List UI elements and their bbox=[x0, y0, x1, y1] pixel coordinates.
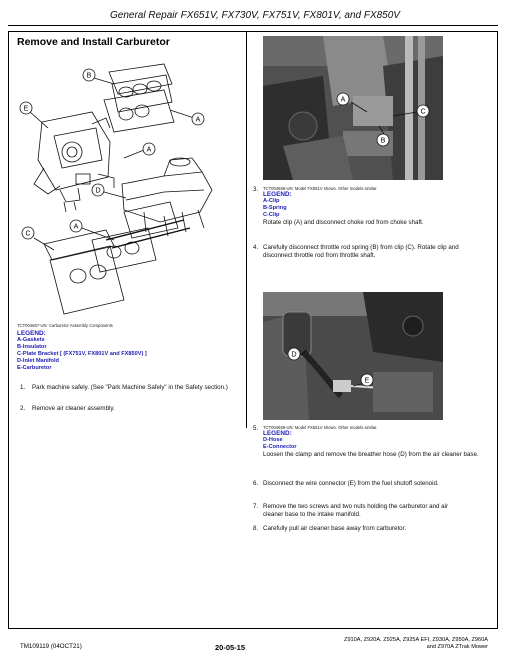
svg-text:E: E bbox=[23, 105, 29, 113]
callout-a-top bbox=[192, 113, 204, 125]
figure2-caption: TCT004658-UN: Model FX651V shown. Other models similar. bbox=[263, 186, 378, 191]
figure1-legend bbox=[17, 330, 147, 372]
footer-page-number: 20-05-15 bbox=[215, 643, 246, 652]
step-number: 1. bbox=[20, 384, 26, 391]
legend-title: LEGEND: bbox=[17, 330, 46, 337]
step-text: Park machine safely. (See "Park Machine Safely" in the Safety section.) bbox=[32, 384, 228, 391]
step-text: Remove the two screws and two nuts holding the carburetor and air cleaner base to the intake manifold. bbox=[263, 503, 449, 518]
carburetor-drawing bbox=[34, 112, 114, 212]
insulator-drawing bbox=[104, 64, 174, 132]
callout-b bbox=[377, 134, 389, 146]
plate-bracket-drawing bbox=[44, 202, 178, 314]
step-text: Carefully disconnect throttle rod spring (B) from clip (C). Rotate clip and disconnect throttle rod from throttle shaft. bbox=[263, 244, 459, 259]
callout-a-mid bbox=[143, 143, 155, 155]
callout-a-low bbox=[70, 220, 82, 232]
breather-hose-photo bbox=[263, 292, 443, 420]
svg-text:B: B bbox=[86, 72, 92, 80]
figure3-caption: TCT004659-UN: Model FX651V shown. Other models similar. bbox=[263, 425, 378, 430]
step-number: 7. bbox=[253, 503, 259, 510]
step-6 bbox=[253, 480, 468, 488]
footer-models-line: and Z970A ZTrak Mower bbox=[426, 644, 488, 650]
legend-item: A-Gaskets bbox=[17, 337, 45, 343]
legend-item: B-Insulator bbox=[17, 344, 47, 350]
legend-item: D-Hose bbox=[263, 437, 283, 443]
legend-item: E-Carburetor bbox=[17, 365, 52, 371]
svg-text:E: E bbox=[364, 377, 370, 385]
footer-doc-id: TM109119 (04OCT21) bbox=[20, 643, 82, 650]
callouts bbox=[20, 69, 204, 239]
callout-d bbox=[92, 184, 104, 196]
legend-title: LEGEND: bbox=[263, 191, 292, 198]
step-1 bbox=[20, 384, 240, 392]
callout-c bbox=[22, 227, 34, 239]
step-number: 8. bbox=[253, 525, 259, 532]
footer-models bbox=[272, 637, 488, 651]
carburetor-exploded-diagram bbox=[14, 62, 240, 318]
running-header: General Repair FX651V, FX730V, FX751V, FX801V, and FX850V bbox=[110, 10, 400, 21]
step-3 bbox=[253, 186, 488, 227]
callout-e bbox=[361, 374, 373, 386]
step-5 bbox=[253, 425, 488, 459]
callout-a bbox=[337, 93, 349, 105]
step-text: Disconnect the wire connector (E) from the fuel shutoff solenoid. bbox=[263, 480, 439, 487]
svg-text:A: A bbox=[146, 146, 152, 154]
figure1-caption: TCT004657-UN: Carburetor Assembly Components bbox=[17, 323, 113, 328]
section-title: Remove and Install Carburetor bbox=[17, 36, 170, 48]
choke-throttle-photo bbox=[263, 36, 443, 180]
legend-item: A-Clip bbox=[263, 198, 280, 204]
header-rule bbox=[8, 25, 498, 26]
svg-text:C: C bbox=[420, 108, 426, 116]
step-number: 3. bbox=[253, 186, 259, 193]
callout-e bbox=[20, 102, 32, 114]
column-divider bbox=[246, 32, 247, 428]
step-number: 4. bbox=[253, 244, 259, 251]
legend-item: C-Plate Bracket [ (FX751V, FX801V and FX850V) ] bbox=[17, 351, 147, 357]
callout-c bbox=[417, 105, 429, 117]
legend-item: E-Connector bbox=[263, 444, 297, 450]
svg-text:A: A bbox=[195, 116, 201, 124]
step-number: 6. bbox=[253, 480, 259, 487]
step-number: 2. bbox=[20, 405, 26, 412]
footer-models-line: Z910A, Z920A, Z925A, Z925A EFI, Z930A, Z950A, Z960A bbox=[344, 637, 488, 643]
step-8 bbox=[253, 525, 468, 533]
legend-item: C-Clip bbox=[263, 212, 280, 218]
svg-text:B: B bbox=[380, 137, 386, 145]
step-7 bbox=[253, 503, 468, 519]
step-text: Carefully pull air cleaner base away from carburetor. bbox=[263, 525, 407, 532]
svg-text:A: A bbox=[73, 223, 79, 231]
step-text: Rotate clip (A) and disconnect choke rod from choke shaft. bbox=[263, 219, 424, 226]
step-text: Remove air cleaner assembly. bbox=[32, 405, 115, 412]
svg-text:D: D bbox=[291, 351, 297, 359]
callout-d bbox=[288, 348, 300, 360]
step-text: Loosen the clamp and remove the breather hose (D) from the air cleaner base. bbox=[263, 451, 479, 458]
svg-text:A: A bbox=[340, 96, 346, 104]
step-number: 5. bbox=[253, 425, 259, 432]
svg-text:D: D bbox=[95, 187, 101, 195]
callout-b bbox=[83, 69, 95, 81]
step-2 bbox=[20, 405, 240, 413]
svg-text:C: C bbox=[25, 230, 31, 238]
legend-item: D-Inlet Manifold bbox=[17, 358, 59, 364]
legend-item: B-Spring bbox=[263, 205, 287, 211]
step-4 bbox=[253, 244, 468, 260]
legend-title: LEGEND: bbox=[263, 430, 292, 437]
